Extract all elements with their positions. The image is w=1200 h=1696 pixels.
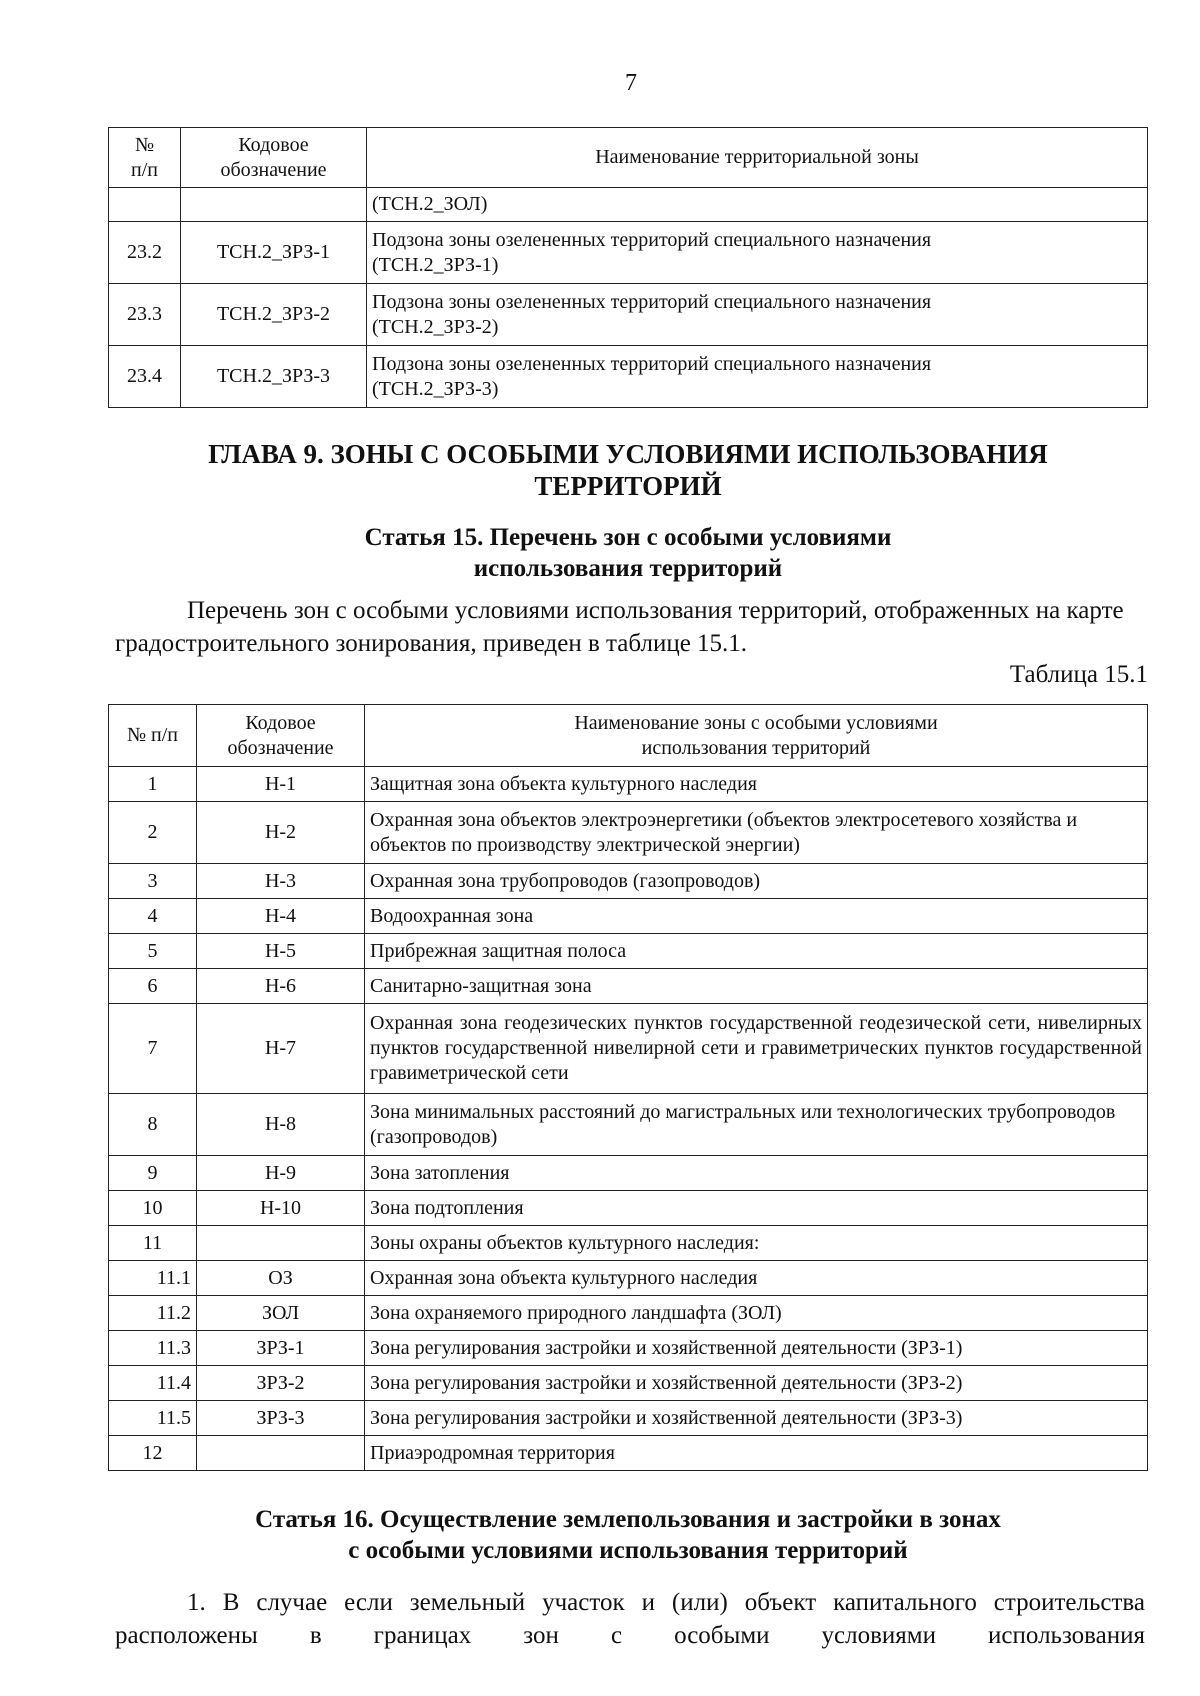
table-row xyxy=(109,1094,1148,1156)
article-16-paragraph: 1. В случае если земельный участок и (или) объект капитального строительства расположены в границах зон с особыми условиями использования xyxy=(115,1589,1145,1649)
cell-num: 11.2 xyxy=(109,1296,197,1331)
cell-name: Зона регулирования застройки и хозяйственной деятельности (ЗРЗ-1) xyxy=(365,1331,1148,1366)
cell-code: Н-10 xyxy=(197,1191,365,1226)
table-row xyxy=(109,1191,1148,1226)
cell-name: Подзона зоны озелененных территорий специального назначения (ТСН.2_ЗРЗ-3) xyxy=(367,346,1148,408)
header-name: Наименование зоны с особыми условиями использования территорий xyxy=(365,705,1148,767)
table-row xyxy=(109,1366,1148,1401)
cell-num: 11 xyxy=(109,1226,197,1261)
cell-code: Н-2 xyxy=(197,802,365,864)
table-row xyxy=(109,346,1148,408)
cell-name: Зона регулирования застройки и хозяйственной деятельности (ЗРЗ-3) xyxy=(365,1401,1148,1436)
cell-name: Охранная зона геодезических пунктов государственной геодезической сети, нивелирных пунктов государственной нивелирной сети и гравиметрических пунктов государственной гравиметрической сети xyxy=(365,1004,1148,1094)
table-row xyxy=(109,899,1148,934)
cell-num: 12 xyxy=(109,1436,197,1471)
table-row xyxy=(109,934,1148,969)
cell-name: Зона регулирования застройки и хозяйственной деятельности (ЗРЗ-2) xyxy=(365,1366,1148,1401)
cell-name: Подзона зоны озелененных территорий специального назначения (ТСН.2_ЗРЗ-1) xyxy=(367,222,1148,284)
table-row xyxy=(109,969,1148,1004)
table-row xyxy=(109,1226,1148,1261)
table-row xyxy=(109,222,1148,284)
territorial-zones-table xyxy=(108,127,1148,408)
cell-num: 1 xyxy=(109,767,197,802)
cell-code: Н-9 xyxy=(197,1156,365,1191)
cell-code: Н-5 xyxy=(197,934,365,969)
cell-code: Н-8 xyxy=(197,1094,365,1156)
cell-name: Зона охраняемого природного ландшафта (ЗОЛ) xyxy=(365,1296,1148,1331)
cell-code: Н-4 xyxy=(197,899,365,934)
cell-name: Зона подтопления xyxy=(365,1191,1148,1226)
table-caption: Таблица 15.1 xyxy=(1009,661,1148,688)
table-row xyxy=(109,1296,1148,1331)
cell-name: Водоохранная зона xyxy=(365,899,1148,934)
cell-code xyxy=(197,1436,365,1471)
cell-code: ТСН.2_ЗРЗ-3 xyxy=(181,346,367,408)
article-16-title: Статья 16. Осуществление землепользования и застройки в зонах с особыми условиями использования территорий xyxy=(255,1506,1001,1564)
cell-num: 23.4 xyxy=(109,346,181,408)
cell-num: 6 xyxy=(109,969,197,1004)
header-name: Наименование территориальной зоны xyxy=(367,128,1148,188)
table-row xyxy=(109,284,1148,346)
cell-num: 11.3 xyxy=(109,1331,197,1366)
cell-code: ОЗ xyxy=(197,1261,365,1296)
header-num: № п/п xyxy=(109,128,181,188)
cell-code: ЗРЗ-2 xyxy=(197,1366,365,1401)
cell-num: 4 xyxy=(109,899,197,934)
table-row xyxy=(109,1261,1148,1296)
page-number: 7 xyxy=(625,70,637,96)
cell-code: ЗРЗ-3 xyxy=(197,1401,365,1436)
cell-name: Охранная зона объектов электроэнергетики (объектов электросетевого хозяйства и объектов по производству электрической энергии) xyxy=(365,802,1148,864)
table-row xyxy=(109,767,1148,802)
cell-num: 3 xyxy=(109,864,197,899)
cell-name: Зоны охраны объектов культурного наследия: xyxy=(365,1226,1148,1261)
table-row xyxy=(109,1331,1148,1366)
cell-code xyxy=(181,188,367,222)
cell-num: 7 xyxy=(109,1004,197,1094)
cell-name: Санитарно-защитная зона xyxy=(365,969,1148,1004)
cell-code: Н-7 xyxy=(197,1004,365,1094)
table-row xyxy=(109,1436,1148,1471)
cell-code: ЗРЗ-1 xyxy=(197,1331,365,1366)
cell-num: 23.3 xyxy=(109,284,181,346)
cell-code: ТСН.2_ЗРЗ-1 xyxy=(181,222,367,284)
cell-num: 8 xyxy=(109,1094,197,1156)
header-code: Кодовое обозначение xyxy=(181,128,367,188)
cell-num: 9 xyxy=(109,1156,197,1191)
cell-num: 5 xyxy=(109,934,197,969)
cell-name: Защитная зона объекта культурного наследия xyxy=(365,767,1148,802)
cell-num: 2 xyxy=(109,802,197,864)
table-row xyxy=(109,802,1148,864)
table-row xyxy=(109,1156,1148,1191)
cell-code: Н-1 xyxy=(197,767,365,802)
cell-name: Охранная зона объекта культурного наследия xyxy=(365,1261,1148,1296)
cell-num: 11.1 xyxy=(109,1261,197,1296)
chapter-title: ГЛАВА 9. ЗОНЫ С ОСОБЫМИ УСЛОВИЯМИ ИСПОЛЬЗОВАНИЯ ТЕРРИТОРИЙ xyxy=(208,439,1048,501)
table-row xyxy=(109,188,1148,222)
cell-code: Н-6 xyxy=(197,969,365,1004)
table-row xyxy=(109,864,1148,899)
cell-name: Прибрежная защитная полоса xyxy=(365,934,1148,969)
header-code: Кодовое обозначение xyxy=(197,705,365,767)
cell-num: 23.2 xyxy=(109,222,181,284)
cell-num: 10 xyxy=(109,1191,197,1226)
special-zones-table xyxy=(108,704,1148,1471)
cell-code: Н-3 xyxy=(197,864,365,899)
table-row xyxy=(109,1004,1148,1094)
cell-name: Приаэродромная территория xyxy=(365,1436,1148,1471)
cell-name: Зона минимальных расстояний до магистральных или технологических трубопроводов (газопроводов) xyxy=(365,1094,1148,1156)
cell-name: (ТСН.2_ЗОЛ) xyxy=(367,188,1148,222)
table-row xyxy=(109,1401,1148,1436)
cell-num xyxy=(109,188,181,222)
cell-code xyxy=(197,1226,365,1261)
cell-name: Зона затопления xyxy=(365,1156,1148,1191)
cell-code: ТСН.2_ЗРЗ-2 xyxy=(181,284,367,346)
intro-paragraph: Перечень зон с особыми условиями использования территорий, отображенных на карте градостроительного зонирования, приведен в таблице 15.1. xyxy=(115,597,1124,657)
cell-num: 11.4 xyxy=(109,1366,197,1401)
cell-name: Подзона зоны озелененных территорий специального назначения (ТСН.2_ЗРЗ-2) xyxy=(367,284,1148,346)
cell-code: ЗОЛ xyxy=(197,1296,365,1331)
header-num: № п/п xyxy=(109,705,197,767)
cell-num: 11.5 xyxy=(109,1401,197,1436)
cell-name: Охранная зона трубопроводов (газопроводов) xyxy=(365,864,1148,899)
article-15-title: Статья 15. Перечень зон с особыми условиями использования территорий xyxy=(364,524,892,582)
